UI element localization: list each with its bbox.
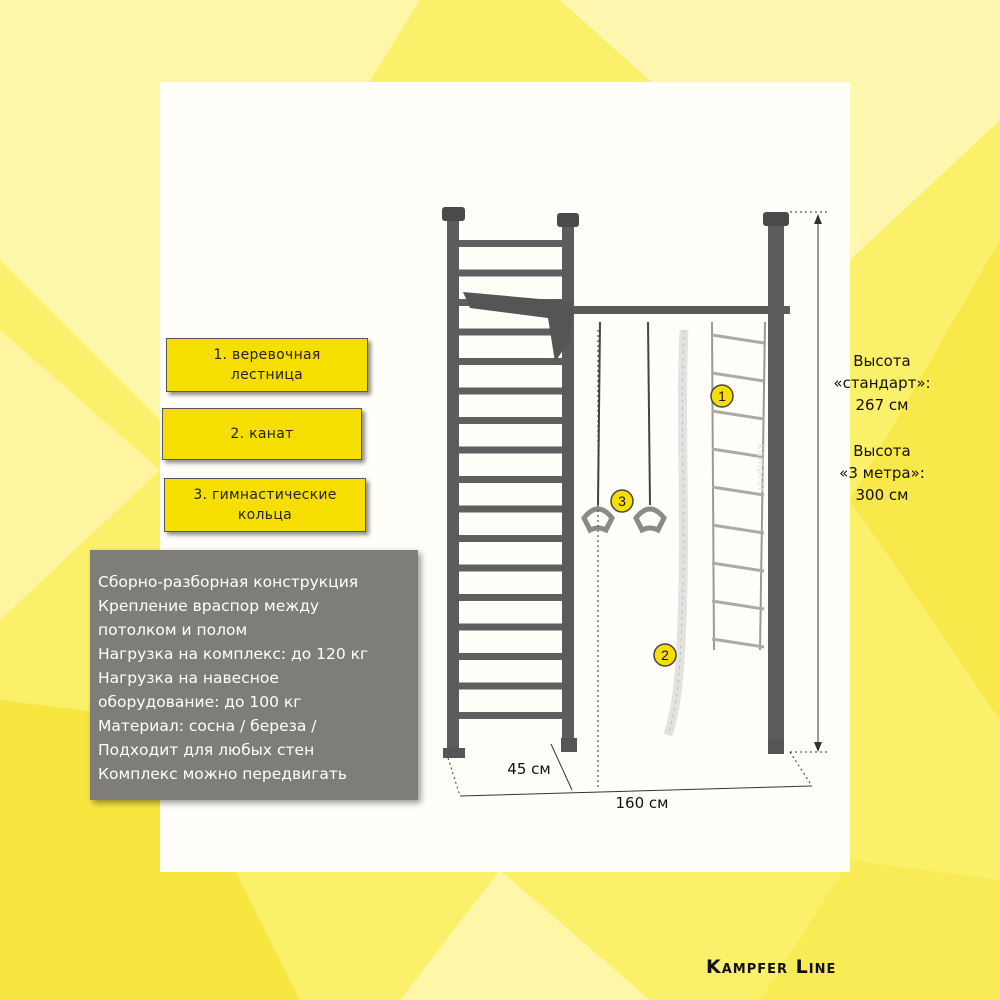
feature-line: потолком и полом <box>98 621 248 639</box>
label-rope-ladder <box>166 338 368 392</box>
svg-text:2: 2 <box>661 647 669 663</box>
height-standard-variant: «стандарт»: <box>833 374 931 392</box>
label-3-line2: кольца <box>237 507 293 523</box>
height-3m-value: 300 см <box>855 486 909 504</box>
feature-line: Подходит для любых стен <box>98 741 315 759</box>
label-1-line1: 1. веревочная <box>213 347 321 363</box>
height-standard-title: Высота <box>853 352 911 370</box>
label-2-line1: 2. канат <box>230 426 294 442</box>
svg-text:1: 1 <box>718 388 726 404</box>
height-3m <box>822 440 942 506</box>
marker-1 <box>711 385 733 407</box>
svg-text:3: 3 <box>618 493 626 509</box>
marker-2 <box>654 644 676 666</box>
feature-line: оборудование: до 100 кг <box>98 693 302 711</box>
depth-dimension: 45 см <box>507 760 551 778</box>
label-gym-rings <box>164 478 366 532</box>
feature-line: Крепление враспор между <box>98 597 320 615</box>
feature-line: Нагрузка на навесное <box>98 669 279 687</box>
height-3m-variant: «3 метра»: <box>839 464 925 482</box>
label-3-line1: 3. гимнастические <box>193 487 337 503</box>
marker-3 <box>611 490 633 512</box>
height-3m-title: Высота <box>853 442 911 460</box>
height-standard-value: 267 см <box>855 396 909 414</box>
feature-line: Нагрузка на комплекс: до 120 кг <box>98 645 369 663</box>
features-panel <box>90 550 418 800</box>
width-dimension: 160 см <box>615 794 669 812</box>
feature-line: Сборно-разборная конструкция <box>98 573 359 591</box>
feature-line: Комплекс можно передвигать <box>98 765 348 783</box>
label-rope <box>162 408 362 460</box>
label-1-line2: лестница <box>230 367 304 383</box>
height-standard <box>822 350 942 416</box>
post-logo: kampfer <box>755 444 766 493</box>
feature-line: Материал: сосна / береза / <box>98 717 317 735</box>
brand-name: Kampfer Line <box>706 956 837 978</box>
